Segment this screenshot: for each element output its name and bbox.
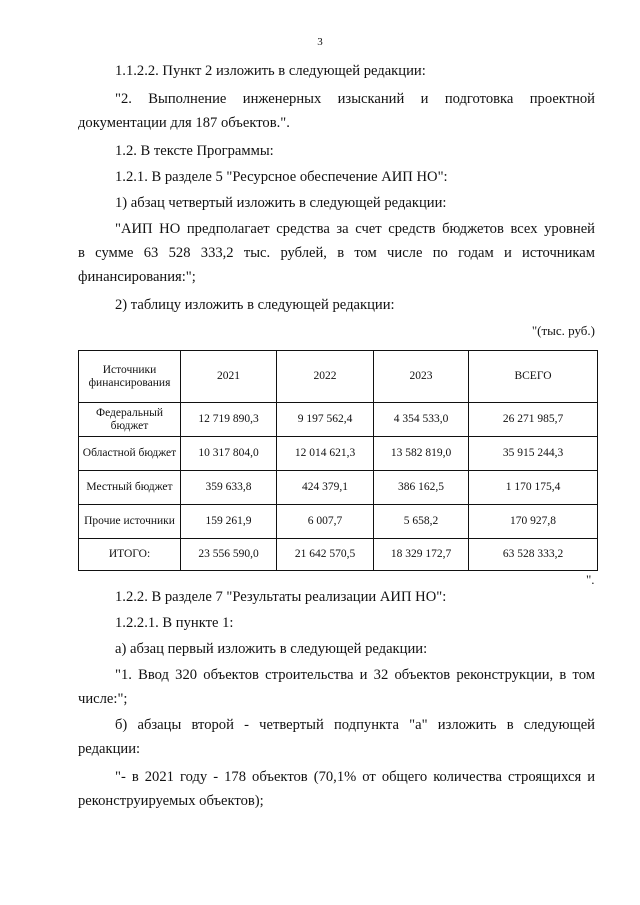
row-label: Местный бюджет: [79, 471, 181, 505]
table-header-row: [79, 351, 598, 403]
header-2023: 2023: [374, 351, 469, 403]
paragraph-1-2-1: 1.2.1. В разделе 5 "Ресурсное обеспечение АИП НО":: [115, 169, 448, 185]
table-cell: 26 271 985,7: [469, 403, 598, 437]
paragraph-item-b-line-1: б) абзацы второй - четвертый подпункта "а" изложить в следующей: [115, 717, 595, 733]
row-label: Прочие источники: [79, 505, 181, 539]
paragraph-1-2-2: 1.2.2. В разделе 7 "Результаты реализации АИП НО":: [115, 589, 447, 605]
table-cell: 386 162,5: [374, 471, 469, 505]
paragraph-item-2: 2) таблицу изложить в следующей редакции:: [115, 297, 395, 313]
paragraph-1-2-2-1: 1.2.2.1. В пункте 1:: [115, 615, 234, 631]
paragraph-2021-line-2: реконструируемых объектов);: [78, 793, 264, 809]
table-cell: 359 633,8: [181, 471, 277, 505]
paragraph-1-2: 1.2. В тексте Программы:: [115, 143, 274, 159]
header-sources: Источники финансирования: [79, 351, 181, 403]
paragraph-quote-input-line-2: числе:";: [78, 691, 128, 707]
paragraph-1-1-2-2: 1.1.2.2. Пункт 2 изложить в следующей редакции:: [115, 63, 426, 79]
header-2021: 2021: [181, 351, 277, 403]
table-cell: 12 014 621,3: [277, 437, 374, 471]
row-label: ИТОГО:: [79, 539, 181, 571]
table-cell: 63 528 333,2: [469, 539, 598, 571]
table-cell: 5 658,2: [374, 505, 469, 539]
table-cell: 23 556 590,0: [181, 539, 277, 571]
paragraph-aip-line-3: финансирования:";: [78, 269, 196, 285]
table-cell: 35 915 244,3: [469, 437, 598, 471]
table-cell: 12 719 890,3: [181, 403, 277, 437]
header-total: ВСЕГО: [469, 351, 598, 403]
paragraph-quote-input-line-1: "1. Ввод 320 объектов строительства и 32 объектов реконструкции, в том: [115, 667, 595, 683]
table-row: [79, 437, 598, 471]
header-2022: 2022: [277, 351, 374, 403]
financing-table: [78, 350, 598, 571]
page-number: 3: [317, 36, 323, 48]
table-cell: 21 642 570,5: [277, 539, 374, 571]
table-cell: 18 329 172,7: [374, 539, 469, 571]
table-closing-quote: ".: [586, 572, 595, 587]
table-unit-label: "(тыс. руб.): [531, 323, 595, 338]
table-cell: 1 170 175,4: [469, 471, 598, 505]
paragraph-quote-line-1: "2. Выполнение инженерных изысканий и подготовка проектной: [115, 91, 595, 107]
table-cell: 170 927,8: [469, 505, 598, 539]
table-cell: 159 261,9: [181, 505, 277, 539]
paragraph-quote-line-2: документации для 187 объектов.".: [78, 115, 290, 131]
table-cell: 10 317 804,0: [181, 437, 277, 471]
table-cell: 424 379,1: [277, 471, 374, 505]
table-cell: 13 582 819,0: [374, 437, 469, 471]
paragraph-aip-line-1: "АИП НО предполагает средства за счет средств бюджетов всех уровней: [115, 221, 595, 237]
paragraph-aip-line-2: в сумме 63 528 333,2 тыс. рублей, в том числе по годам и источникам: [78, 245, 595, 261]
paragraph-item-1: 1) абзац четвертый изложить в следующей редакции:: [115, 195, 447, 211]
table-row: [79, 471, 598, 505]
row-label: Областной бюджет: [79, 437, 181, 471]
table-cell: 4 354 533,0: [374, 403, 469, 437]
row-label: Федеральный бюджет: [79, 403, 181, 437]
paragraph-item-b-line-2: редакции:: [78, 741, 141, 757]
paragraph-item-a: а) абзац первый изложить в следующей редакции:: [115, 641, 428, 657]
table-total-row: [79, 539, 598, 571]
table-row: [79, 403, 598, 437]
table-cell: 9 197 562,4: [277, 403, 374, 437]
table-row: [79, 505, 598, 539]
table-cell: 6 007,7: [277, 505, 374, 539]
paragraph-2021-line-1: "- в 2021 году - 178 объектов (70,1% от общего количества строящихся и: [115, 769, 595, 785]
